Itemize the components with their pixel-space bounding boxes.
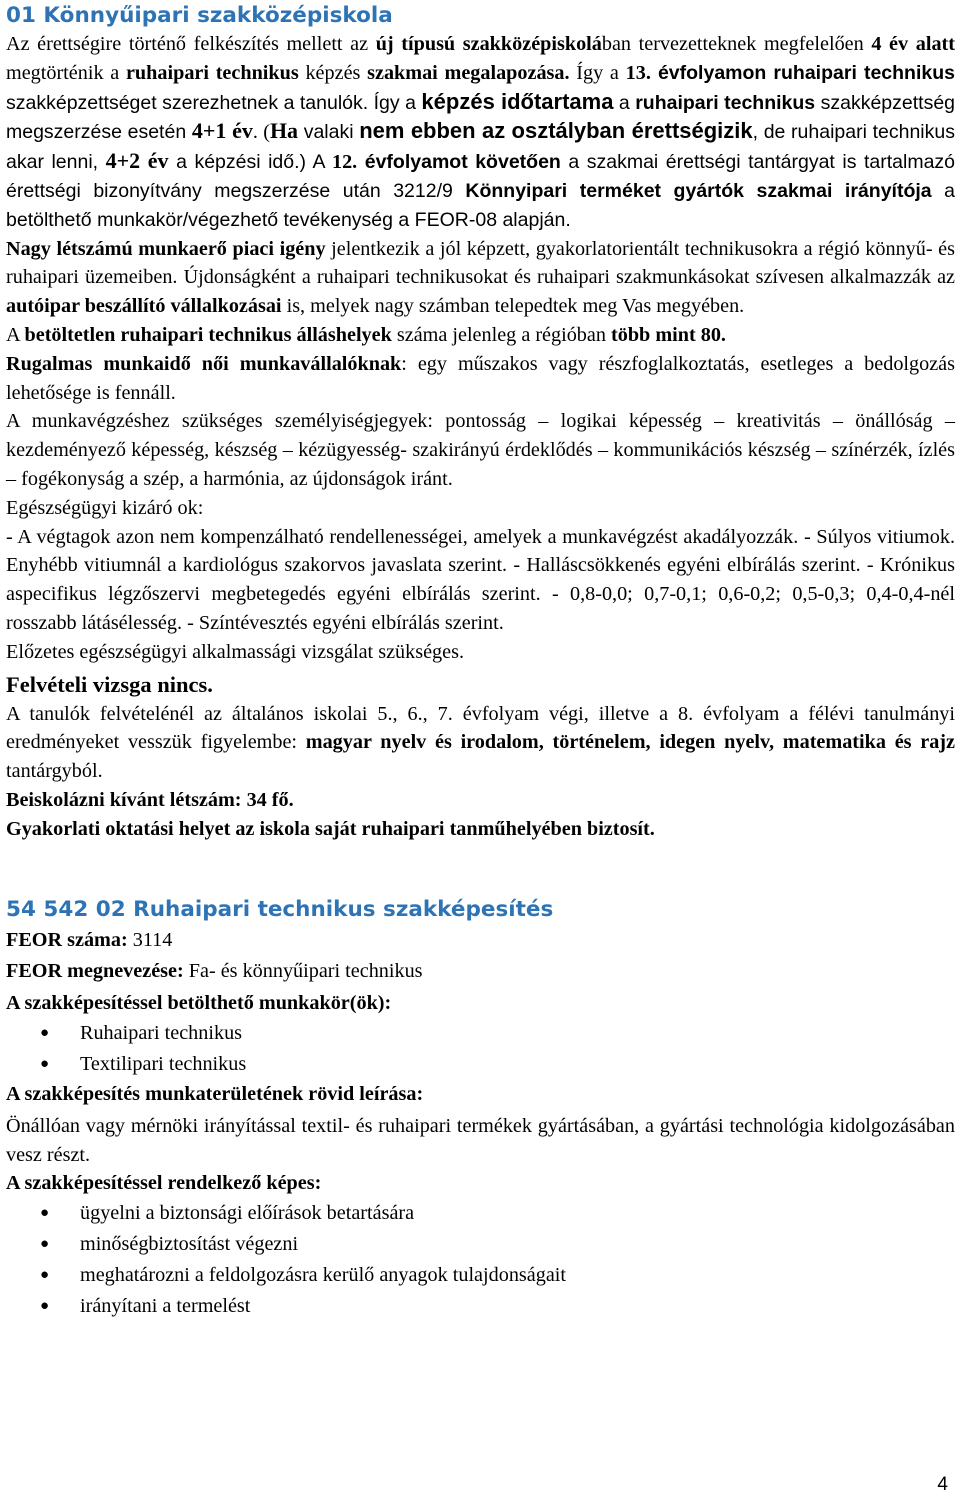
bold-run: évfolyamon ruhaipari technikus xyxy=(650,61,955,84)
bold-run: 4 év alatt xyxy=(871,33,955,55)
work-area-text: Önállóan vagy mérnöki irányítással textil‐ és ruhaipari termékek gyártásában, a gyártási technológia kidolgozásában vesz részt. xyxy=(6,1114,955,1166)
grades-paragraph xyxy=(6,700,955,786)
bold-run: új típusú szakközépiskolá xyxy=(375,33,602,55)
text-run: Fa‐ és könnyűipari technikus xyxy=(183,960,423,983)
bold-run: nem ebben az osztályban érettségizik xyxy=(359,118,753,144)
list-item xyxy=(40,1229,955,1260)
text-run: . ( xyxy=(252,121,270,144)
text-run: Az érettségire történő felkészítés mellett az xyxy=(6,33,376,55)
text-run: megtörténik a xyxy=(6,61,126,84)
bold-run: évfolyamot követően xyxy=(357,151,561,174)
bold-run: Nagy létszámú munkaerő piaci igény xyxy=(6,237,326,260)
list-item xyxy=(40,1018,955,1049)
bullet-icon: ● xyxy=(40,1267,50,1284)
bold-run: A szakképesítéssel rendelkező képes: xyxy=(6,1172,322,1195)
skills-list xyxy=(6,1198,955,1322)
text-run: száma jelenleg a régióban xyxy=(391,323,611,346)
list-item-text: irányítani a termelést xyxy=(80,1295,251,1318)
jobs-list xyxy=(6,1018,955,1080)
list-item-text: Ruhaipari technikus xyxy=(80,1021,243,1044)
bullet-icon: ● xyxy=(40,1205,50,1222)
bold-run: szakmai megalapozása. xyxy=(367,61,570,84)
health-exclusion-text: - A végtagok azon nem kompenzálható rendellenességei, amelyek a munkavégzést akadályozzák. - Súlyos vitiumok. Enyhébb vitiumnál a kardiológus szakorvos javaslata szerint. - Halláscsökkenés egyéni elbírálás szerint. - Krónikus aspecifikus légzőszervi megbetegedés egyéni elbírálás szerint. - 0,8-0,0; 0,7-0,1; 0,6-0,2; 0,5-0,3; 0,4-0,4-nél rosszabb látásélesség. - Színtévesztés egyéni elbírálás szerint. xyxy=(6,525,955,634)
text-run: szakképzettséget szerezhetnek a tanulók. Így a xyxy=(6,91,422,114)
intro-paragraph xyxy=(6,30,955,235)
bold-run: magyar nyelv és irodalom, történelem, idegen nyelv, matematika és rajz xyxy=(305,731,955,754)
text-run: a szakmai érettségi tantárgyat is tartalmazó érettségi bizonyítvány megszerzése után 3212/9 xyxy=(6,151,956,202)
feor-number-line xyxy=(6,926,955,955)
list-item xyxy=(40,1049,955,1080)
bullet-icon: ● xyxy=(40,1298,50,1315)
bold-run: több mint 80. xyxy=(611,323,726,346)
bold-run: A szakképesítéssel betölthető munkakör(ök): xyxy=(6,992,392,1015)
text-run: képzés xyxy=(298,61,368,84)
bold-run: képzés időtartama xyxy=(421,88,614,114)
text-run: tantárgyból. xyxy=(6,760,103,783)
bold-run: Gyakorlati oktatási helyet az iskola saját ruhaipari tanműhelyében biztosít. xyxy=(6,817,655,840)
bullet-icon: ● xyxy=(40,1236,50,1253)
bullet-icon: ● xyxy=(40,1055,50,1072)
skills-title xyxy=(6,1169,955,1198)
text-run: a xyxy=(613,91,636,114)
bold-run: ruhaipari technikus xyxy=(635,91,816,114)
list-item-text: meghatározni a feldolgozásra kerülő anyagok tulajdonságait xyxy=(80,1264,566,1287)
bold-run: FEOR száma: xyxy=(6,928,128,951)
text-run: Így a xyxy=(569,61,626,84)
text-run: , de ruhaipari technikus akar lenni, xyxy=(6,121,955,174)
text-run: : egy műszakos vagy részfoglalkoztatás, esetleges a bedolgozás lehetősége is fennáll. xyxy=(6,352,955,404)
bold-run: autóipar beszállító vállalkozásai xyxy=(6,295,282,318)
document-page xyxy=(6,0,955,1322)
list-item xyxy=(40,1198,955,1229)
text-run: a betölthető munkakör/végezhető tevékenység a FEOR-08 alapján. xyxy=(6,179,956,231)
enrollment-count xyxy=(6,786,955,815)
text-run: A xyxy=(6,323,25,346)
bold-run: 12. xyxy=(331,151,358,174)
feor-name-line xyxy=(6,954,955,986)
prior-health-exam: Előzetes egészségügyi alkalmassági vizsgálat szükséges. xyxy=(6,640,464,663)
bold-run: A szakképesítés munkaterületének rövid leírása: xyxy=(6,1082,424,1105)
list-item-text: Textilipari technikus xyxy=(80,1052,247,1075)
list-item xyxy=(40,1291,955,1322)
bold-run: FEOR megnevezése: xyxy=(6,960,184,983)
bold-run: ruhaipari technikus xyxy=(125,61,299,84)
text-run: is, melyek nagy számban telepedtek meg Vas megyében. xyxy=(281,295,745,318)
text-run: 3114 xyxy=(127,928,173,951)
list-item-text: ügyelni a biztonsági előírások betartására xyxy=(80,1202,415,1225)
page-number: 4 xyxy=(937,1474,948,1496)
practice-location xyxy=(6,815,955,844)
section-title-konnyuipari: 01 Könnyűipari szakközépiskola xyxy=(6,3,393,28)
health-exclusion-title: Egészségügyi kizáró ok: xyxy=(6,496,204,519)
text-run: szakképzettség megszerzése esetén xyxy=(6,91,956,144)
bold-run: Rugalmas munkaidő női munkavállalóknak xyxy=(6,352,402,375)
text-run: ban tervezetteknek megfelelően xyxy=(601,33,872,55)
vacancies-paragraph xyxy=(6,321,955,350)
bold-run: 4+2 év xyxy=(105,148,169,174)
list-item-text: minőségbiztosítást végezni xyxy=(80,1233,299,1256)
text-run: jelentkezik a jól képzett, gyakorlatorientált technikusokra a régió könnyű- és ruhaipari üzemeiben. Újdonságként a ruhaipari technikusokat és ruhaipari szakmunkásokat szívesen alkalmazzák az xyxy=(6,237,955,289)
list-item xyxy=(40,1260,955,1291)
jobs-title xyxy=(6,986,955,1018)
demand-paragraph xyxy=(6,235,955,321)
bold-run: 13. xyxy=(625,61,651,84)
work-area-title xyxy=(6,1080,955,1109)
text-run: valaki xyxy=(298,121,360,144)
text-run: a képzési idő.) A xyxy=(168,151,332,174)
flexible-hours-paragraph xyxy=(6,350,955,408)
text-run: A tanulók felvételénél az általános iskolai 5., 6., 7. évfolyam végi, illetve a 8. évfolyam a félévi tanulmányi eredményeket vesszük figyelembe: xyxy=(6,702,955,754)
personality-traits-paragraph: A munkavégzéshez szükséges személyiségjegyek: pontosság – logikai képesség – kreativitás – önállóság – kezdeményező képesség, készség – kézügyesség- szakirányú érdeklődés – kommunikációs készség – színérzék, ízlés – fogékonyság a szép, a harmónia, az újdonságok iránt. xyxy=(6,410,955,490)
bold-run: Ha xyxy=(269,118,299,144)
bold-run: betöltetlen ruhaipari technikus álláshelyek xyxy=(24,323,392,346)
entrance-exam-note: Felvételi vizsga nincs. xyxy=(6,671,213,697)
bold-run: Könnyipari terméket gyártók szakmai irányítója xyxy=(465,179,932,202)
bullet-icon: ● xyxy=(40,1024,50,1041)
bold-run: 4+1 év xyxy=(191,118,253,144)
section-title-ruhaipari-technikus: 54 542 02 Ruhaipari technikus szakképesítés xyxy=(6,896,554,922)
bold-run: Beiskolázni kívánt létszám: 34 fő. xyxy=(6,788,294,811)
